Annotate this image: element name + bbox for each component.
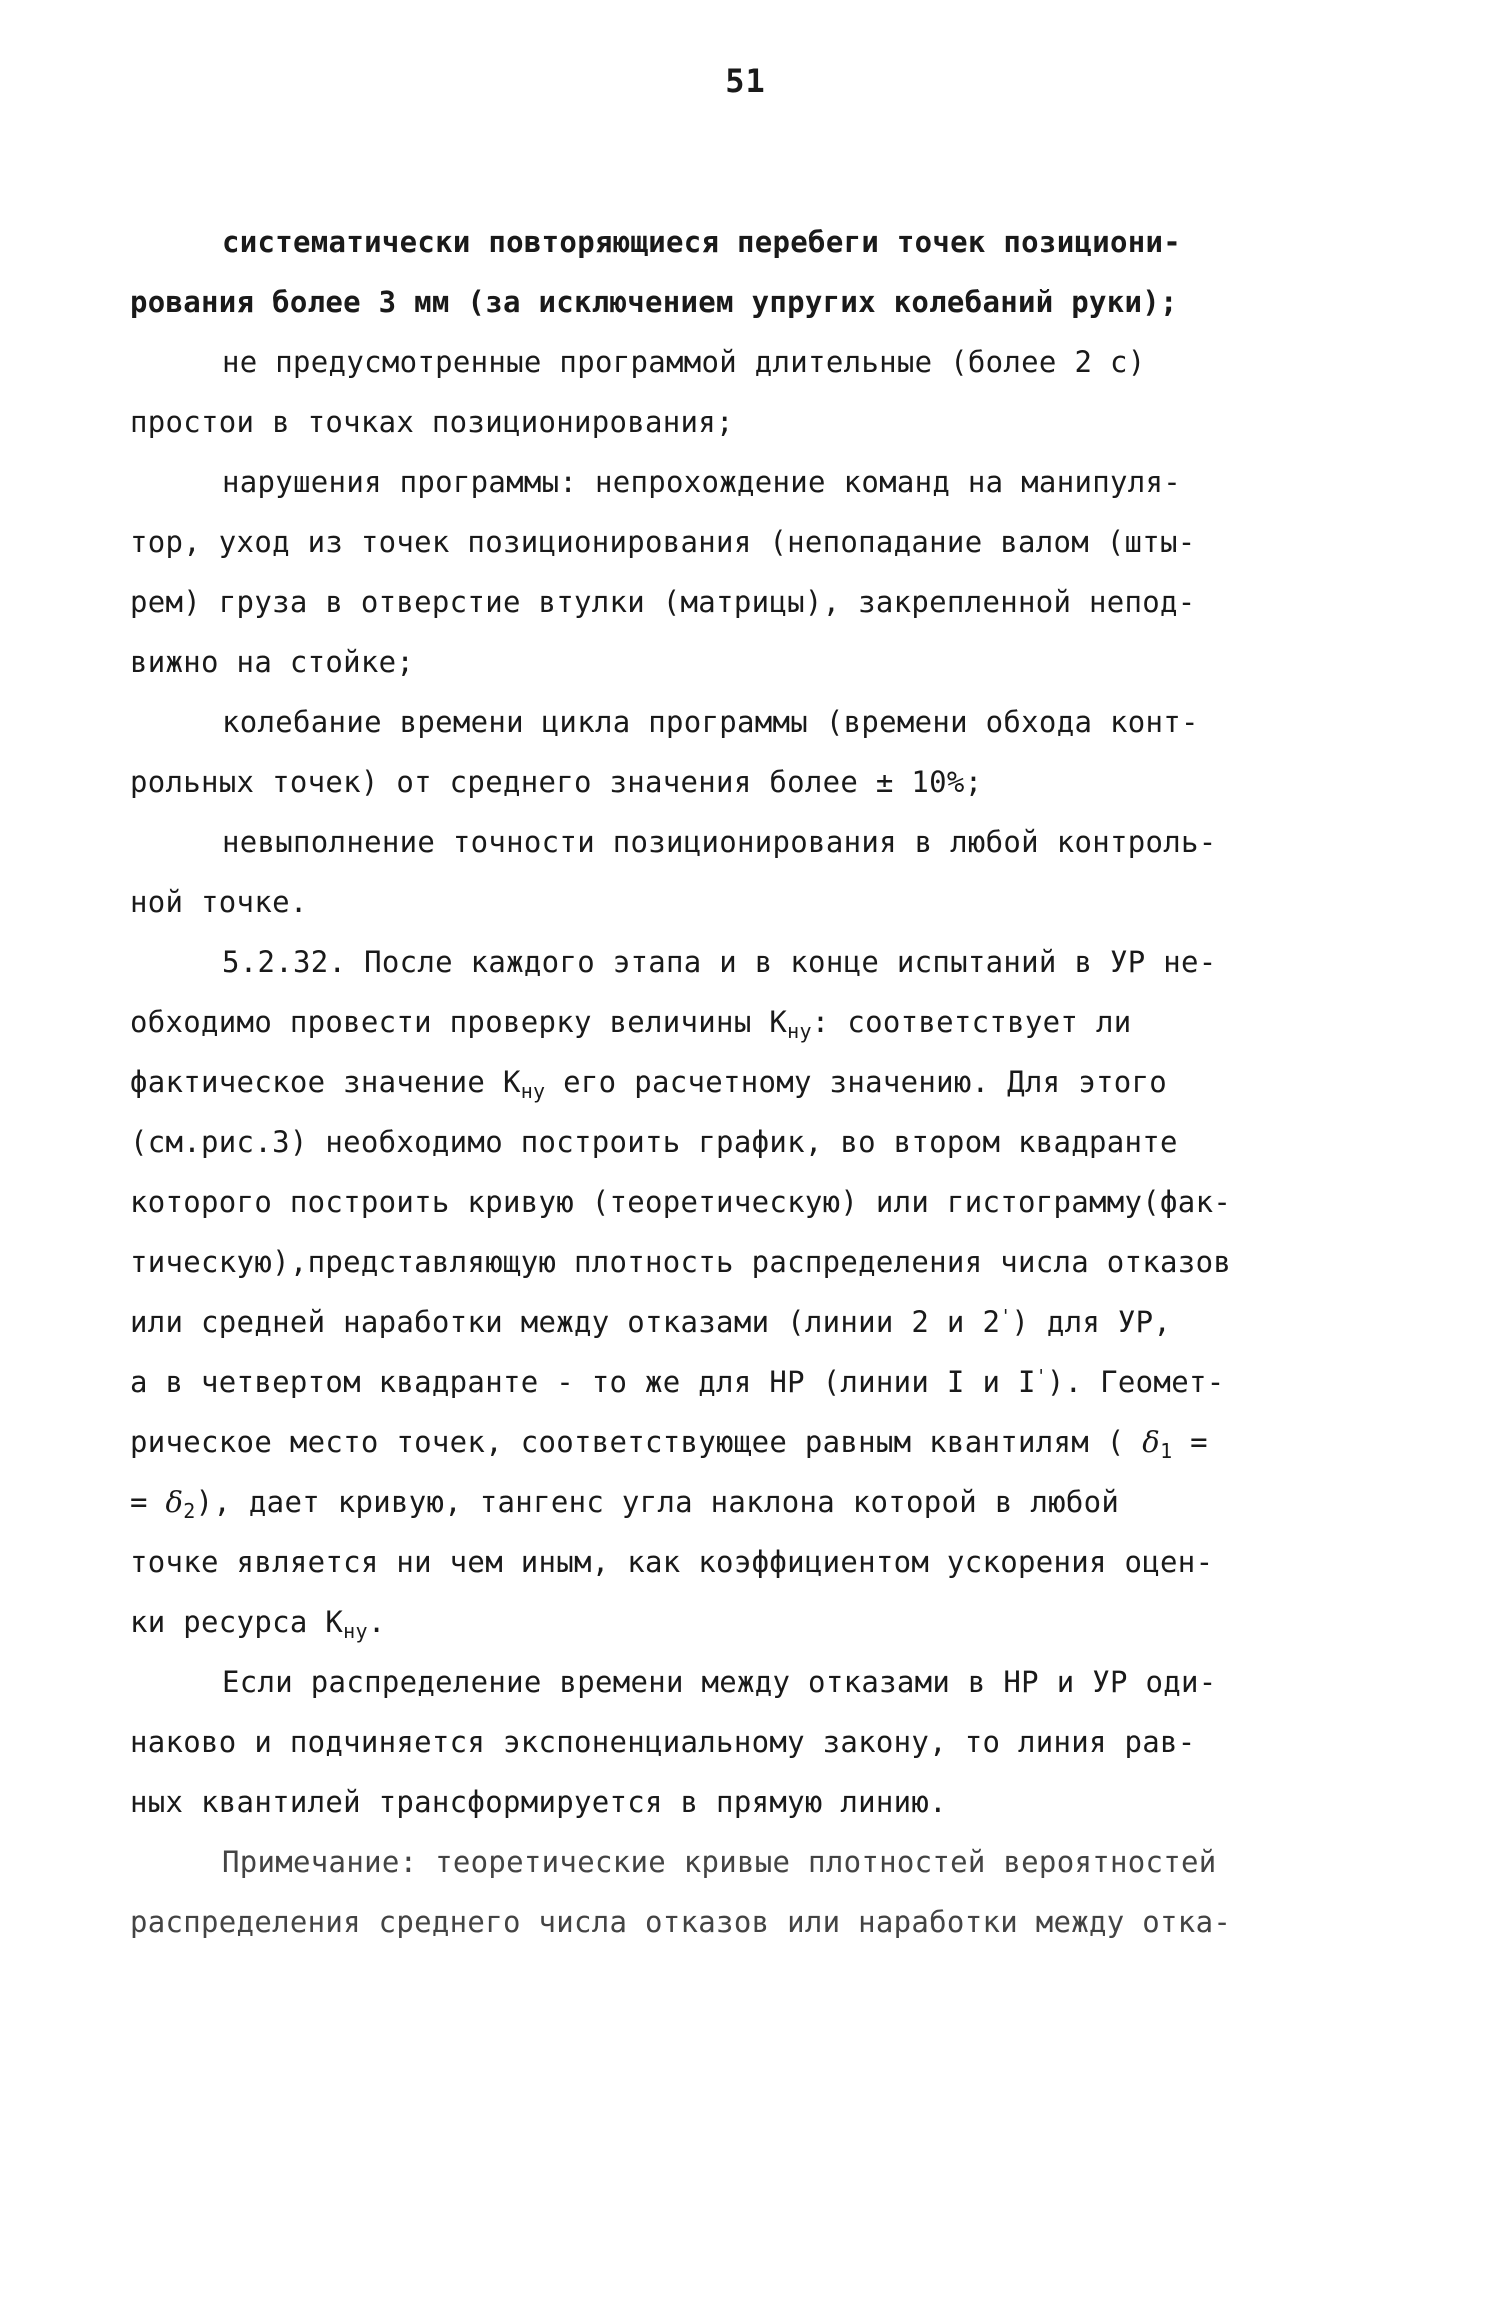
text-line: а в четвертом квадранте - то же для НР (линии I и I'). Геомет- (130, 1365, 1225, 1399)
paragraph-program-violations (130, 452, 1250, 692)
text-line: ки ресурса $К_{ну}$. (130, 1605, 386, 1643)
delta-symbol: δ (165, 1485, 184, 1519)
section-5-2-32 (130, 932, 1250, 1652)
text-line: = $\delta_2$), дает кривую, тангенс угла наклона которой в любой (130, 1485, 1120, 1523)
text-line: рования более 3 мм (за исключением упругих колебаний руки); (130, 285, 1178, 319)
page-number: 51 (725, 62, 766, 100)
text-line: ных квантилей трансформируется в прямую линию. (130, 1785, 947, 1819)
text-line: тор, уход из точек позиционирования (непопадание валом (шты- (130, 525, 1196, 559)
text-line: невыполнение точности позиционирования в любой контроль- (222, 825, 1217, 859)
text-line: наково и подчиняется экспоненциальному закону, то линия рав- (130, 1725, 1196, 1759)
text-line: рем) груза в отверстие втулки (матрицы), закрепленной непод- (130, 585, 1196, 619)
text-line: фактическое значение $К_{ну}$ его расчетному значению. Для этого (130, 1065, 1167, 1103)
text-line: колебание времени цикла программы (времени обхода конт- (222, 705, 1199, 739)
text-line: точке является ни чем иным, как коэффициентом ускорения оцен- (130, 1545, 1214, 1579)
text-line: простои в точках позиционирования; (130, 405, 734, 439)
text-line: обходимо провести проверку величины $К_{ну}$: соответствует ли (130, 1005, 1132, 1043)
note-line: Примечание: теоретические кривые плотностей вероятностей (222, 1845, 1217, 1879)
text-line: вижно на стойке; (130, 645, 415, 679)
note (130, 1832, 1250, 1952)
text-line: тическую),представляющую плотность распределения числа отказов (130, 1245, 1232, 1279)
text-line: Если распределение времени между отказами в НР и УР оди- (222, 1665, 1217, 1699)
paragraph-exponential (130, 1652, 1250, 1832)
paragraph-cycle-time (130, 692, 1250, 812)
text-line: которого построить кривую (теоретическую) или гистограмму(фак- (130, 1185, 1232, 1219)
text-line: не предусмотренные программой длительные (более 2 с) (222, 345, 1146, 379)
paragraph-accuracy (130, 812, 1250, 932)
section-heading-line: 5.2.32. После каждого этапа и в конце испытаний в УР не- (222, 945, 1217, 979)
text-line: рическое место точек, соответствующее равным квантилям ( $\delta_1$ = (130, 1425, 1208, 1463)
paragraph-idle (130, 332, 1250, 452)
paragraph-overruns (130, 212, 1250, 332)
text-line: систематически повторяющиеся перебеги точек позициони- (222, 225, 1182, 259)
note-line: распределения среднего числа отказов или наработки между отка- (130, 1905, 1232, 1939)
text-line: (см.рис.3) необходимо построить график, во втором квадранте (130, 1125, 1178, 1159)
text-line: ной точке. (130, 885, 308, 919)
text-line: или средней наработки между отказами (линии 2 и 2') для УР, (130, 1305, 1172, 1339)
text-line: нарушения программы: непрохождение команд на манипуля- (222, 465, 1182, 499)
body-text (130, 212, 1250, 1952)
delta-symbol: δ (1142, 1425, 1161, 1459)
text-line: рольных точек) от среднего значения более ± 10%; (130, 765, 983, 799)
